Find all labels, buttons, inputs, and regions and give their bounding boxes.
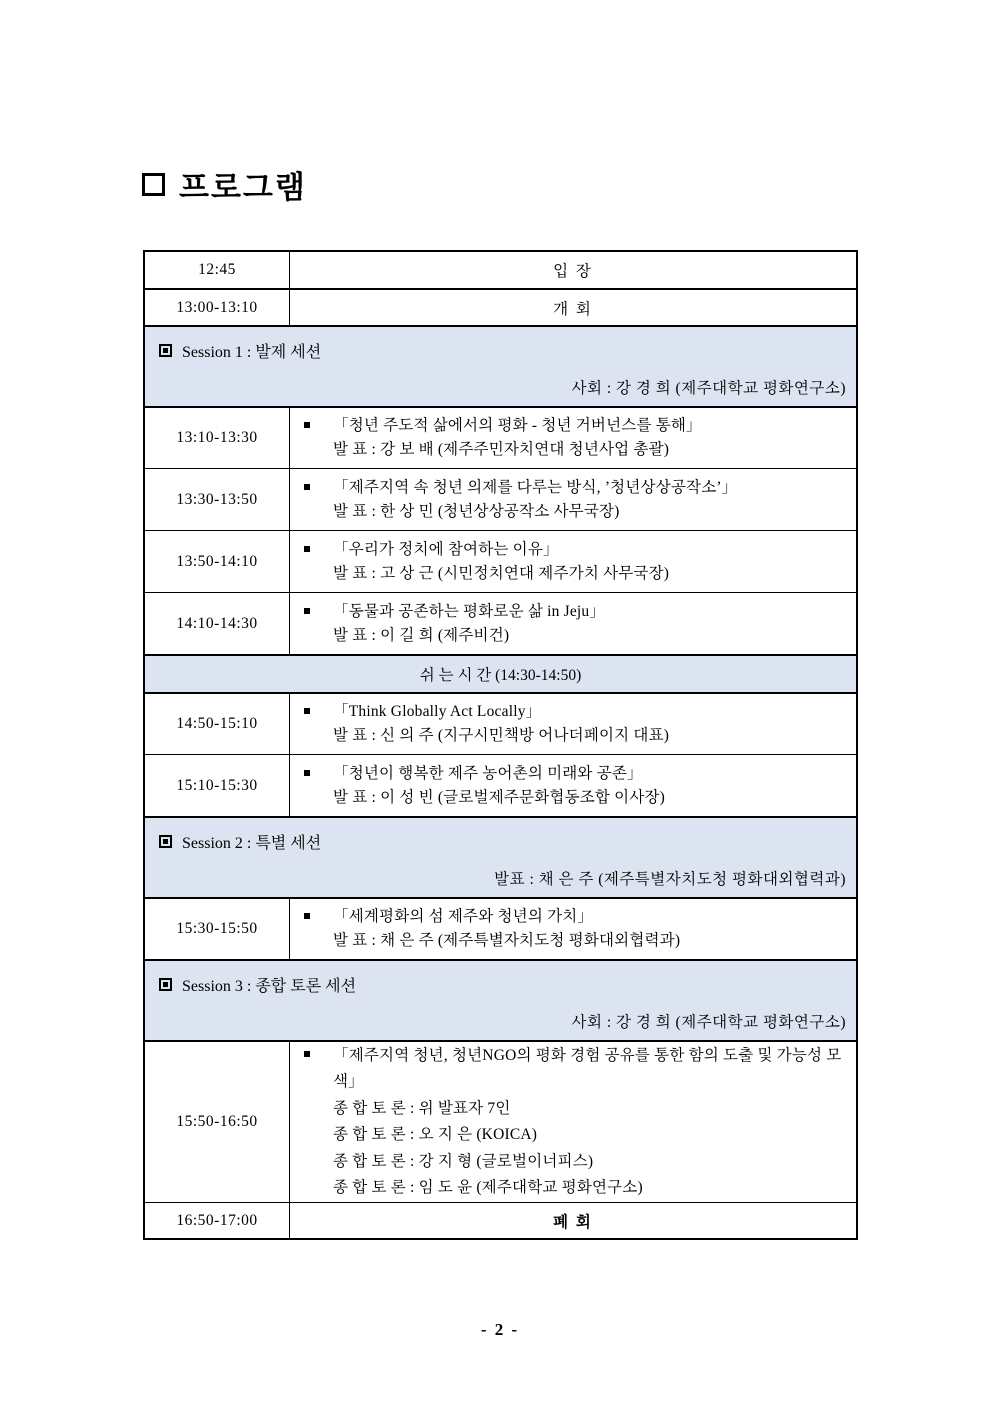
time-cell: 13:50-14:10 <box>145 531 290 592</box>
bullet-icon <box>304 484 310 490</box>
time-cell: 15:50-16:50 <box>145 1042 290 1202</box>
table-row <box>145 406 856 468</box>
talk-speaker: 발 표 : 채 은 주 (제주특별자치도청 평화대외협력과) <box>333 932 681 949</box>
table-row <box>145 1202 856 1238</box>
table-row <box>145 1040 856 1202</box>
event-cell: 개 회 <box>553 300 593 318</box>
bullet-icon <box>304 708 310 714</box>
table-row <box>145 530 856 592</box>
talk-title: 「제주지역 속 청년 의제를 다루는 방식, ’청년상상공작소’」 <box>333 478 738 496</box>
talk-title: 「우리가 정치에 참여하는 이유」 <box>333 540 559 558</box>
page-number: - 2 - <box>480 1320 520 1339</box>
talk-cell <box>290 1042 856 1202</box>
discussion-line: 종 합 토 론 : 강 지 형 (글로벌이너피스) <box>333 1152 594 1170</box>
bullet-icon <box>304 770 310 776</box>
session-marker-icon <box>159 978 172 991</box>
table-row <box>145 692 856 754</box>
break-row: 쉬 는 시 간 (14:30-14:50) <box>145 654 856 692</box>
session-header-row <box>145 959 856 1040</box>
program-table <box>143 250 858 1240</box>
table-row <box>145 897 856 959</box>
table-row <box>145 592 856 654</box>
session-label-text: Session 2 : 특별 세션 <box>182 835 322 852</box>
session-marker-icon <box>159 835 172 848</box>
session-header-row <box>145 816 856 897</box>
discussion-line: 종 합 토 론 : 위 발표자 7인 <box>333 1099 511 1117</box>
event-cell: 폐 회 <box>553 1213 593 1231</box>
talk-speaker: 발 표 : 고 상 근 (시민정치연대 제주가치 사무국장) <box>333 564 670 582</box>
talk-cell <box>290 899 856 959</box>
session-label <box>159 830 846 853</box>
talk-title: 「청년이 행복한 제주 농어촌의 미래와 공존」 <box>333 764 643 782</box>
event-cell: 입 장 <box>553 263 593 280</box>
talk-cell <box>290 755 856 816</box>
talk-title: 「세계평화의 섬 제주와 청년의 가치」 <box>333 908 594 925</box>
talk-speaker: 발 표 : 신 의 주 (지구시민책방 어나더페이지 대표) <box>333 727 670 744</box>
time-cell: 13:10-13:30 <box>145 408 290 468</box>
session-label <box>159 973 846 996</box>
bullet-icon <box>304 608 310 614</box>
table-row <box>145 288 856 325</box>
session-marker-icon <box>159 344 172 357</box>
talk-speaker: 발 표 : 이 길 희 (제주비건) <box>333 626 510 644</box>
table-row <box>145 252 856 288</box>
talk-title: 「제주지역 청년, 청년NGO의 평화 경험 공유를 통한 함의 도출 및 가능성 모색」 <box>333 1046 842 1090</box>
session-credit: 사회 : 강 경 희 (제주대학교 평화연구소) <box>571 1014 846 1031</box>
session-label <box>159 339 846 362</box>
time-cell: 15:30-15:50 <box>145 899 290 959</box>
bullet-icon <box>304 422 310 428</box>
time-cell: 15:10-15:30 <box>145 755 290 816</box>
time-cell: 13:00-13:10 <box>145 290 290 325</box>
discussion-line: 종 합 토 론 : 오 지 은 (KOICA) <box>333 1126 538 1143</box>
checkbox-icon <box>142 173 165 196</box>
bullet-icon <box>304 913 310 919</box>
time-cell: 16:50-17:00 <box>145 1203 290 1238</box>
page-title <box>142 162 307 207</box>
talk-speaker: 발 표 : 강 보 배 (제주주민자치연대 청년사업 총괄) <box>333 441 670 458</box>
talk-speaker: 발 표 : 이 성 빈 (글로벌제주문화협동조합 이사장) <box>333 788 666 806</box>
table-row <box>145 754 856 816</box>
talk-cell <box>290 469 856 530</box>
talk-title: 「동물과 공존하는 평화로운 삶 in Jeju」 <box>333 602 606 620</box>
talk-title: 「청년 주도적 삶에서의 평화 - 청년 거버넌스를 통해」 <box>333 417 702 434</box>
bullet-icon <box>304 1051 310 1057</box>
session-header-row <box>145 325 856 406</box>
talk-title: 「Think Globally Act Locally」 <box>333 703 542 720</box>
session-credit: 발표 : 채 은 주 (제주특별자치도청 평화대외협력과) <box>494 871 846 888</box>
time-cell: 14:50-15:10 <box>145 694 290 754</box>
bullet-icon <box>304 546 310 552</box>
talk-speaker: 발 표 : 한 상 민 (청년상상공작소 사무국장) <box>333 502 620 520</box>
time-cell: 13:30-13:50 <box>145 469 290 530</box>
session-credit: 사회 : 강 경 희 (제주대학교 평화연구소) <box>571 380 846 397</box>
talk-cell <box>290 408 856 468</box>
session-label-text: Session 3 : 종합 토론 세션 <box>182 978 357 995</box>
time-cell: 12:45 <box>145 252 290 288</box>
page-title-text: 프로그램 <box>179 170 307 205</box>
time-cell: 14:10-14:30 <box>145 593 290 654</box>
talk-cell <box>290 531 856 592</box>
talk-cell <box>290 593 856 654</box>
session-label-text: Session 1 : 발제 세션 <box>182 344 322 361</box>
talk-cell <box>290 694 856 754</box>
table-row <box>145 468 856 530</box>
discussion-line: 종 합 토 론 : 임 도 윤 (제주대학교 평화연구소) <box>333 1179 643 1196</box>
